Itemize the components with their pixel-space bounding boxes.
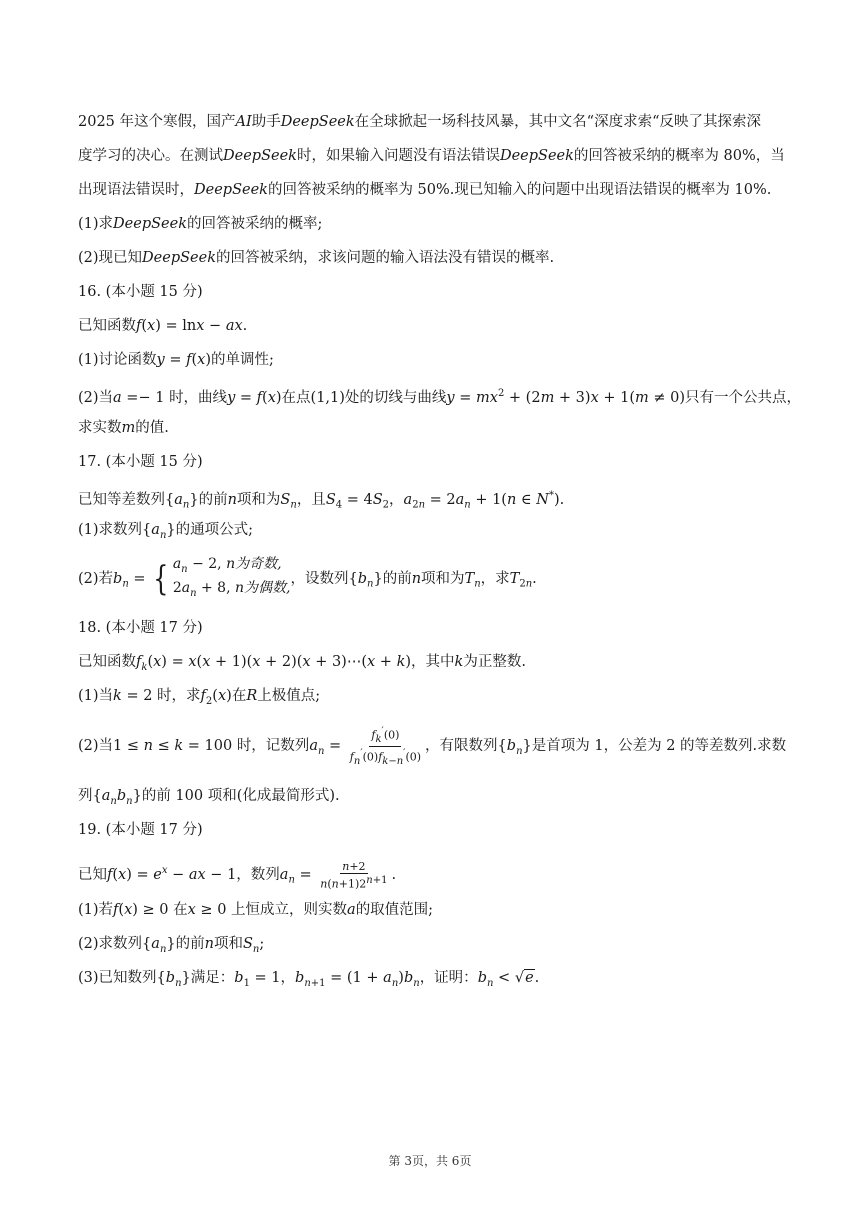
q17-part-1: (1)求数列$\{a_n\}$的通项公式; [78, 522, 254, 541]
q16-part-2-cont: 求实数m的值. [78, 420, 169, 436]
page-footer: 第 3页，共 6页 [388, 1154, 472, 1168]
fraction-an: $\frac{f_k'(0)}{f_n'(0)f_{k-n}'(0)}$ [349, 725, 422, 767]
fraction-an-19: $\frac{n+2}{n(n+1)2^{n+1}}$ [320, 859, 388, 891]
q18-part-2: (2)当1 ≤ n ≤ k = 100 时，记数列$a_n$ = $\frac{f_k'(0)}{f_n'(0)f_{k-n}'(0)}$ ，有限数列$\{b_n\}$是首项为 1，公差为 2 的等差数列.求数 [78, 725, 787, 767]
q17-part-2: (2)若$b_n$ = { $a_n - 2$, n为奇数, $2a_n + 8$, n为偶数, ，设数列$\{b_n\}$的前n项和为$T_n$，求$T_{2n}$. [78, 555, 798, 599]
q17-line-1: 已知等差数列$\{a_n\}$的前n项和为$S_n$，且$S_4 = 4S_2$，$a_{2n} = 2a_n + 1(n$ ∈ N*). [78, 490, 565, 511]
q19-part-3: (3)已知数列$\{b_n\}$满足：$b_1 = 1$，$b_{n+1} = (1 + a_n)b_n$，证明：$b_n < √e$. [78, 970, 540, 989]
q19-part-2: (2)求数列$\{a_n\}$的前n项和$S_n$; [78, 936, 265, 955]
q18-line-1: 已知函数$f_k(x) = x(x + 1)(x + 2)(x$ + 3)⋯(x + k)，其中k为正整数. [78, 654, 526, 673]
q15-intro-line-2: 度学习的决心。在测试DeepSeek时，如果输入问题没有语法错误DeepSeek的回答被采纳的概率为 80%，当 [78, 148, 785, 164]
q16-part-1: (1)讨论函数y = f(x)的单调性; [78, 352, 274, 368]
q18-part-1: (1)当k = 2 时，求$f_2(x)$在R上极值点; [78, 688, 321, 707]
q18-header: 18. (本小题 17 分) [78, 620, 203, 636]
q15-part-2: (2)现已知DeepSeek的回答被采纳，求该问题的输入语法没有错误的概率. [78, 250, 555, 266]
q19-header: 19. (本小题 17 分) [78, 822, 203, 838]
q16-part-2: (2)当a =− 1 时，曲线y = f(x)在点(1,1)处的切线与曲线$y = mx^2 + (2m + 3)x + 1(m \ne 0)$只有一个公共点， [78, 388, 801, 406]
piecewise-definition: { $a_n - 2$, n为奇数, $2a_n + 8$, n为偶数, [153, 556, 291, 599]
q16-header: 16. (本小题 15 分) [78, 284, 203, 300]
q15-intro-line-3: 出现语法错误时，DeepSeek的回答被采纳的概率为 50%.现已知输入的问题中出现语法错误的概率为 10%. [78, 182, 772, 198]
q17-header: 17. (本小题 15 分) [78, 454, 203, 470]
q16-line-1: 已知函数f(x) = lnx − ax. [78, 318, 248, 334]
q19-part-1: (1)若f(x) ≥ 0 在x ≥ 0 上恒成立，则实数a的取值范围; [78, 902, 434, 918]
q15-part-1: (1)求DeepSeek的回答被采纳的概率; [78, 216, 323, 232]
q15-intro-line-1: 2025 年这个寒假，国产AI助手DeepSeek在全球掀起一场科技风暴，其中文名“深度求索“反映了其探索深 [78, 114, 761, 130]
q19-line-1: 已知$f(x) = e^x$ − ax − 1，数列$a_n$ = $\frac{n+2}{n(n+1)2^{n+1}}$ . [78, 859, 397, 891]
q18-part-2-cont: 列$\{a_nb_n\}$的前 100 项和(化成最简形式). [78, 788, 340, 807]
